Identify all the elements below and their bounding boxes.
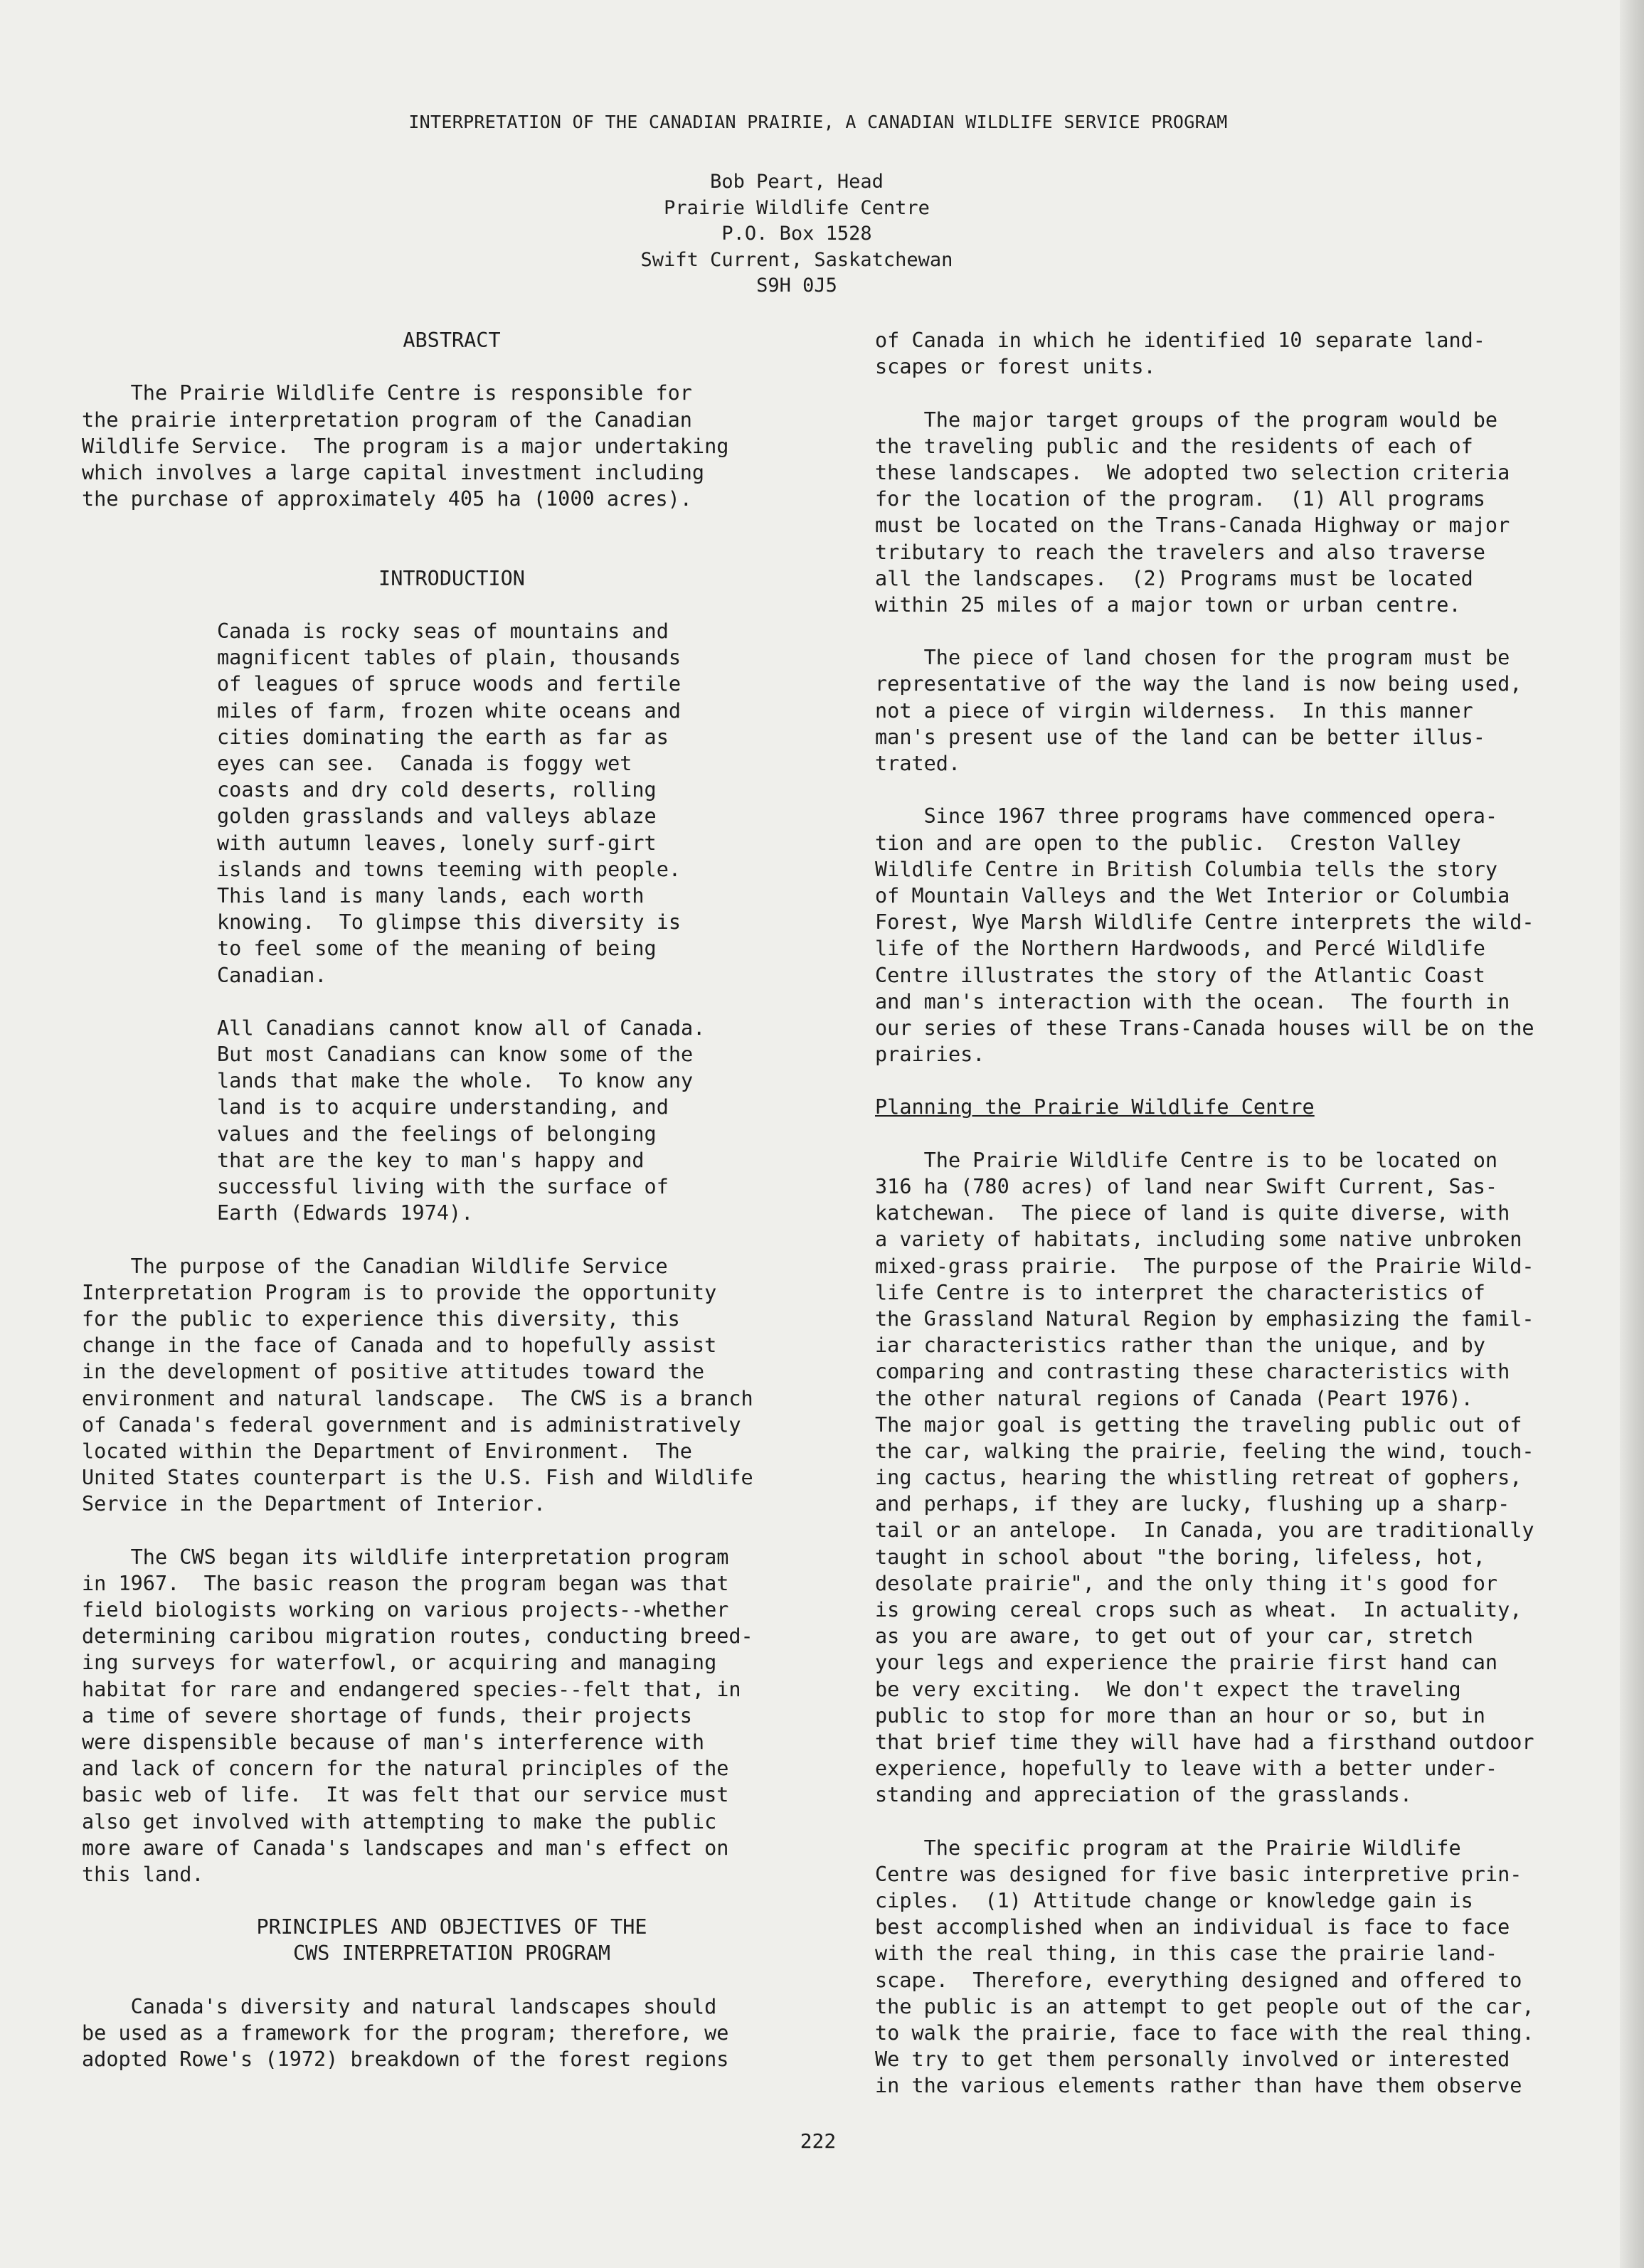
heading-line: PRINCIPLES AND OBJECTIVES OF THE: [256, 1915, 647, 1939]
text-line: of Canada in which he identified 10 separate land-: [875, 329, 1485, 352]
text-line: successful living with the surface of: [217, 1175, 669, 1198]
text-line: a variety of habitats, including some native unbroken: [875, 1228, 1522, 1252]
text-line: to walk the prairie, face to face with the real thing.: [875, 2021, 1534, 2045]
author-line: Prairie Wildlife Centre: [664, 196, 930, 219]
text-line: Since 1967 three programs have commenced opera-: [875, 804, 1498, 829]
text-line: magnificent tables of plain, thousands: [217, 646, 682, 670]
text-line: The major target groups of the program would be: [875, 408, 1498, 432]
program-began-paragraph: [82, 1544, 822, 1888]
text-line: This land is many lands, each worth: [217, 883, 645, 907]
text-line: The purpose of the Canadian Wildlife Service: [82, 1254, 668, 1278]
text-line: the Grassland Natural Region by emphasizing the famil-: [875, 1306, 1534, 1331]
text-line: 316 ha (780 acres) of land near Swift Current, Sas-: [875, 1175, 1498, 1198]
left-column: [82, 327, 822, 2099]
text-line: determining caribou migration routes, conducting breed-: [82, 1624, 753, 1649]
text-line: miles of farm, frozen white oceans and: [217, 698, 682, 723]
text-line: were dispensible because of man's interference with: [82, 1730, 705, 1754]
text-line: Wildlife Centre in British Columbia tells the story: [875, 857, 1498, 881]
text-line: field biologists working on various projects--whether: [82, 1598, 729, 1622]
intro-quote-paragraph: [82, 618, 822, 989]
text-line: of Canada's federal government and is administratively: [82, 1412, 741, 1437]
text-line: life of the Northern Hardwoods, and Percé Wildlife: [875, 937, 1485, 961]
text-line: your legs and experience the prairie first hand can: [875, 1651, 1498, 1675]
text-line: these landscapes. We adopted two selection criteria: [875, 460, 1510, 484]
target-groups-paragraph: [875, 407, 1615, 619]
principles-heading: [82, 1914, 822, 1966]
text-line: tail or an antelope. In Canada, you are traditionally: [875, 1518, 1534, 1543]
text-line: eyes can see. Canada is foggy wet: [217, 752, 632, 775]
text-line: and lack of concern for the natural principles of the: [82, 1757, 729, 1781]
text-line: representative of the way the land is now being used,: [875, 672, 1522, 696]
text-line: iar characteristics rather than the unique, and by: [875, 1333, 1485, 1358]
abstract-heading: [82, 327, 822, 353]
spacer: [82, 539, 822, 565]
text-line: the car, walking the prairie, feeling the wind, touch-: [875, 1439, 1534, 1463]
text-line: that are the key to man's happy and: [217, 1148, 645, 1172]
heading-line: INTRODUCTION: [378, 566, 525, 590]
text-line: which involves a large capital investment including: [82, 460, 705, 484]
author-line: P.O. Box 1528: [721, 223, 872, 245]
text-line: the other natural regions of Canada (Peart 1976).: [875, 1386, 1473, 1410]
text-line: more aware of Canada's landscapes and man's effect on: [82, 1836, 729, 1860]
text-line: Interpretation Program is to provide the opportunity: [82, 1280, 717, 1304]
text-line: Earth (Edwards 1974).: [217, 1201, 474, 1225]
text-line: the traveling public and the residents of each of: [875, 434, 1473, 458]
text-line: taught in school about "the boring, lifeless, hot,: [875, 1545, 1485, 1569]
planning-heading: [875, 1094, 1615, 1120]
text-line: We try to get them personally involved or interested: [875, 2048, 1510, 2072]
page-edge-shadow: [1620, 0, 1644, 2268]
text-line: Service in the Department of Interior.: [82, 1492, 546, 1516]
text-line: also get involved with attempting to make the public: [82, 1809, 717, 1833]
text-line: public to stop for more than an hour or so, but in: [875, 1703, 1485, 1727]
text-line: adopted Rowe's (1972) breakdown of the forest regions: [82, 2048, 729, 2072]
text-line: katchewan. The piece of land is quite diverse, with: [875, 1201, 1510, 1225]
text-line: prairies.: [875, 1043, 985, 1067]
text-line: golden grasslands and valleys ablaze: [217, 804, 657, 829]
text-line: and man's interaction with the ocean. The fourth in: [875, 989, 1510, 1013]
text-line: that brief time they will have had a firsthand outdoor: [875, 1730, 1534, 1754]
text-line: Wildlife Service. The program is a major undertaking: [82, 434, 729, 458]
text-line: a time of severe shortage of funds, their projects: [82, 1703, 692, 1727]
text-line: the prairie interpretation program of the Canadian: [82, 408, 692, 432]
purpose-paragraph: [82, 1253, 822, 1518]
heading-line: Planning the Prairie Wildlife Centre: [875, 1095, 1315, 1119]
diversity-paragraph: [82, 1993, 822, 2073]
land-choice-paragraph: [875, 644, 1615, 777]
text-line: all the landscapes. (2) Programs must be located: [875, 566, 1473, 590]
text-line: The piece of land chosen for the program must be: [875, 646, 1510, 670]
text-line: not a piece of virgin wilderness. In this manner: [875, 698, 1473, 723]
text-line: ciples. (1) Attitude change or knowledge gain is: [875, 1889, 1473, 1913]
text-line: experience, hopefully to leave with a better under-: [875, 1757, 1498, 1781]
text-line: within 25 miles of a major town or urban centre.: [875, 592, 1461, 617]
text-line: with the real thing, in this case the prairie land-: [875, 1942, 1498, 1966]
text-line: in the various elements rather than have them observe: [875, 2074, 1522, 2098]
programs-since-1967-paragraph: [875, 803, 1615, 1068]
text-line: in 1967. The basic reason the program began was that: [82, 1571, 729, 1595]
text-line: standing and appreciation of the grasslands.: [875, 1783, 1412, 1807]
text-line: Canadian.: [217, 963, 327, 987]
text-line: Forest, Wye Marsh Wildlife Centre interprets the wild-: [875, 910, 1534, 935]
text-line: desolate prairie", and the only thing it's good for: [875, 1571, 1498, 1595]
text-line: islands and towns teeming with people.: [217, 857, 682, 881]
introduction-heading: [82, 565, 822, 592]
text-line: ing surveys for waterfowl, or acquiring and managing: [82, 1651, 717, 1675]
right-column: [875, 327, 1615, 2126]
paper-title: INTERPRETATION OF THE CANADIAN PRAIRIE, A CANADIAN WILDLIFE SERVICE PROGRAM: [408, 112, 1228, 132]
text-line: located within the Department of Environment. The: [82, 1439, 692, 1463]
abstract-paragraph: [82, 380, 822, 512]
text-line: to feel some of the meaning of being: [217, 937, 657, 961]
text-line: coasts and dry cold deserts, rolling: [217, 778, 657, 802]
text-line: the public is an attempt to get people out of the car,: [875, 1994, 1534, 2018]
text-line: must be located on the Trans-Canada Highway or major: [875, 513, 1510, 538]
text-line: tributary to reach the travelers and also traverse: [875, 540, 1485, 564]
text-line: environment and natural landscape. The CWS is a branch: [82, 1386, 753, 1410]
text-line: for the location of the program. (1) All programs: [875, 487, 1485, 511]
continuation-paragraph: [875, 327, 1615, 380]
text-line: change in the face of Canada and to hopefully assist: [82, 1333, 717, 1358]
text-line: cities dominating the earth as far as: [217, 725, 669, 749]
text-line: United States counterpart is the U.S. Fish and Wildlife: [82, 1466, 753, 1490]
text-line: be very exciting. We don't expect the traveling: [875, 1677, 1461, 1701]
text-line: our series of these Trans-Canada houses will be on the: [875, 1016, 1534, 1040]
heading-line: CWS INTERPRETATION PROGRAM: [292, 1942, 611, 1966]
text-line: knowing. To glimpse this diversity is: [217, 910, 682, 935]
text-line: Canada's diversity and natural landscapes should: [82, 1994, 717, 2018]
text-line: mixed-grass prairie. The purpose of the Prairie Wild-: [875, 1254, 1534, 1278]
text-line: life Centre is to interpret the characteristics of: [875, 1280, 1485, 1304]
text-line: trated.: [875, 752, 961, 775]
text-line: The Prairie Wildlife Centre is to be located on: [875, 1148, 1498, 1172]
text-line: All Canadians cannot know all of Canada.: [217, 1016, 706, 1040]
text-line: values and the feelings of belonging: [217, 1122, 657, 1146]
text-line: comparing and contrasting these characteristics with: [875, 1360, 1510, 1384]
text-line: and perhaps, if they are lucky, flushing up a sharp-: [875, 1492, 1510, 1516]
text-line: with autumn leaves, lonely surf-girt: [217, 831, 657, 855]
text-line: the purchase of approximately 405 ha (1000 acres).: [82, 487, 692, 511]
author-line: S9H 0J5: [756, 275, 837, 297]
text-line: habitat for rare and endangered species--felt that, in: [82, 1677, 741, 1701]
text-line: The Prairie Wildlife Centre is responsible for: [82, 381, 692, 405]
text-line: man's present use of the land can be better illus-: [875, 725, 1485, 749]
page-number: 222: [800, 2129, 837, 2153]
heading-line: ABSTRACT: [403, 329, 501, 352]
text-line: as you are aware, to get out of your car, stretch: [875, 1624, 1473, 1649]
text-line: be used as a framework for the program; therefore, we: [82, 2021, 729, 2045]
text-line: of leagues of spruce woods and fertile: [217, 672, 682, 696]
text-line: best accomplished when an individual is face to face: [875, 1915, 1510, 1939]
author-block: [569, 169, 1024, 299]
text-line: The major goal is getting the traveling public out of: [875, 1412, 1522, 1437]
text-line: lands that make the whole. To know any: [217, 1069, 694, 1093]
text-line: The CWS began its wildlife interpretation program: [82, 1545, 729, 1569]
author-line: Bob Peart, Head: [710, 171, 884, 193]
text-line: tion and are open to the public. Creston Valley: [875, 831, 1461, 855]
text-line: of Mountain Valleys and the Wet Interior or Columbia: [875, 883, 1510, 907]
text-line: Centre was designed for five basic interpretive prin-: [875, 1862, 1522, 1886]
text-line: The specific program at the Prairie Wildlife: [875, 1836, 1461, 1860]
intro-quote-paragraph-2: [82, 1015, 822, 1227]
text-line: in the development of positive attitudes toward the: [82, 1360, 705, 1384]
text-line: is growing cereal crops such as wheat. In actuality,: [875, 1598, 1522, 1622]
text-line: But most Canadians can know some of the: [217, 1043, 694, 1067]
text-line: basic web of life. It was felt that our service must: [82, 1783, 729, 1807]
text-line: scape. Therefore, everything designed and offered to: [875, 1968, 1522, 1992]
text-line: scapes or forest units.: [875, 355, 1156, 379]
text-line: Canada is rocky seas of mountains and: [217, 619, 669, 644]
text-line: for the public to experience this diversity, this: [82, 1306, 680, 1331]
author-line: Swift Current, Saskatchewan: [640, 248, 953, 271]
text-line: this land.: [82, 1862, 204, 1886]
specific-program-paragraph: [875, 1835, 1615, 2099]
text-line: land is to acquire understanding, and: [217, 1095, 669, 1119]
text-line: Centre illustrates the story of the Atlantic Coast: [875, 963, 1485, 987]
text-line: ing cactus, hearing the whistling retreat of gophers,: [875, 1466, 1522, 1490]
centre-location-paragraph: [875, 1147, 1615, 1809]
